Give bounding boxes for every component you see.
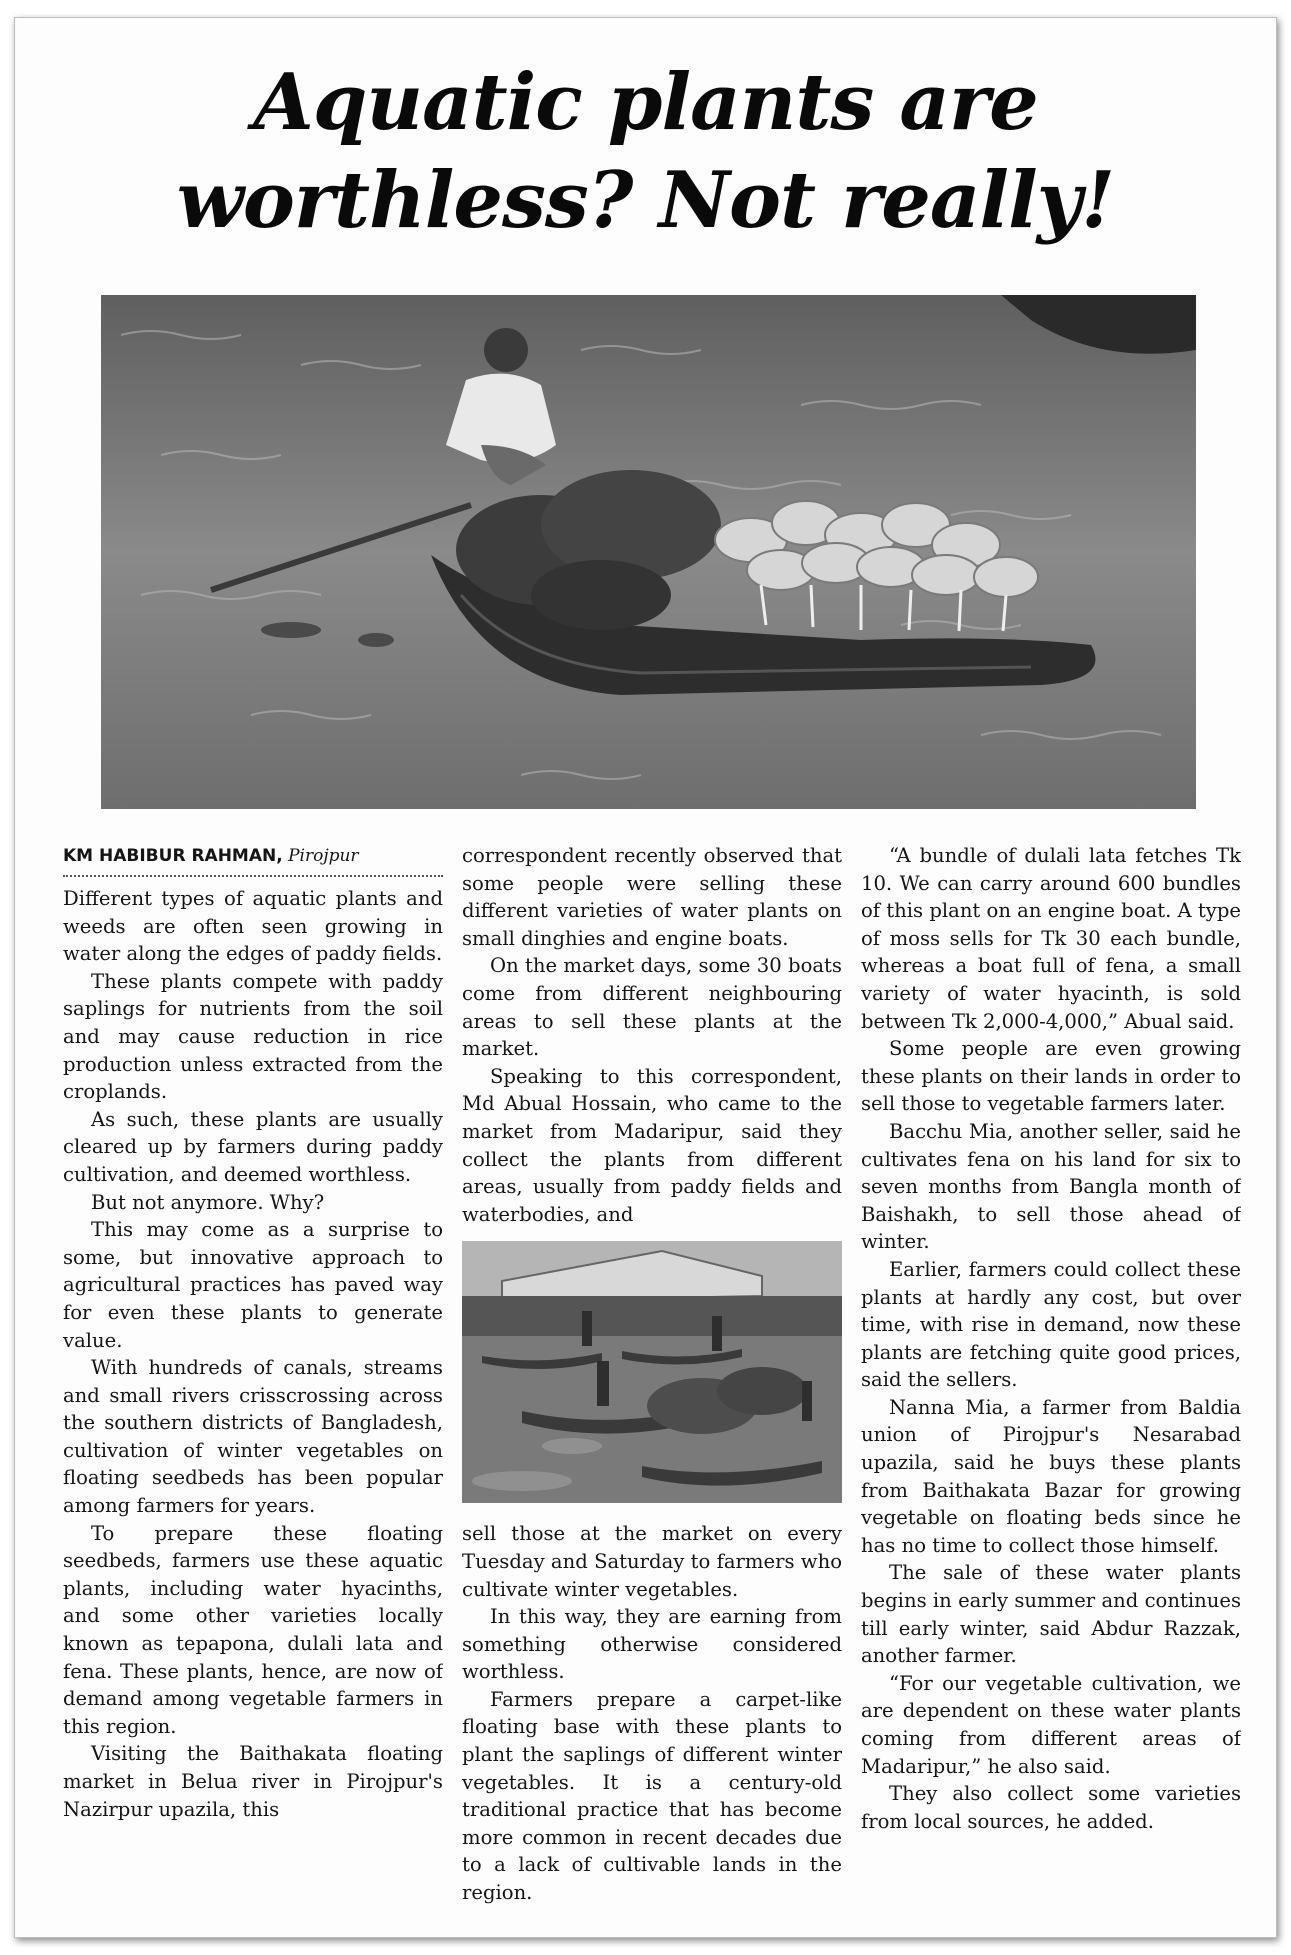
paragraph: Farmers prepare a carpet-like floating base with these plants to plant the saplings of different winter vegetables. It is a century-old traditional practice that has become more common in recent decades due to a lack of cultivable lands in the region.: [462, 1687, 842, 1905]
paragraph: They also collect some varieties from local sources, he added.: [861, 1782, 1241, 1833]
article-column-1: [63, 842, 443, 1922]
paragraph: Some people are even growing these plants on their lands in order to sell those to vegetable farmers later.: [861, 1037, 1241, 1116]
paragraph: Speaking to this correspondent, Md Abual Hossain, who came to the market from Madaripur, said they collect the plants from different areas, usually from paddy fields and waterbodies, and: [462, 1064, 842, 1226]
paragraph: Earlier, farmers could collect these plants at hardly any cost, but over time, with rise in demand, now these plants are fetching quite good prices, said the sellers.: [861, 1257, 1241, 1392]
headline-line-2: worthless? Not really!: [176, 155, 1115, 246]
byline-place: Pirojpur: [288, 846, 359, 866]
paragraph: These plants compete with paddy saplings for nutrients from the soil and may cause reduction in rice production unless extracted from the croplands.: [63, 969, 443, 1104]
paragraph: correspondent recently observed that some people were selling these different varieties of water plants on small dinghies and engine boats.: [462, 844, 842, 950]
paragraph: Visiting the Baithakata floating market in Belua river in Pirojpur's Nazirpur upazila, this: [63, 1742, 443, 1821]
main-photo-boat-with-aquatic-plants: [101, 295, 1196, 809]
paragraph: As such, these plants are usually cleared up by farmers during paddy cultivation, and deemed worthless.: [63, 1107, 443, 1186]
byline: [63, 842, 443, 877]
paragraph: “For our vegetable cultivation, we are dependent on these water plants coming from different areas of Madaripur,” he also said.: [861, 1671, 1241, 1778]
paragraph: To prepare these floating seedbeds, farmers use these aquatic plants, including water hyacinths, and some other varieties locally known as tepapona, dulali lata and fena. These plants, hence, are now of demand among vegetable farmers in this region.: [63, 1521, 443, 1738]
paragraph: Bacchu Mia, another seller, said he cultivates fena on his land for six to seven months from Bangla month of Baishakh, to sell those ahead of winter.: [861, 1119, 1241, 1254]
byline-author: KM HABIBUR RAHMAN,: [63, 846, 283, 866]
article-column-2: [462, 842, 842, 1922]
paragraph: Different types of aquatic plants and weeds are often seen growing in water along the edges of paddy fields.: [63, 887, 443, 966]
paragraph: The sale of these water plants begins in early summer and continues till early winter, said Abdur Razzak, another farmer.: [861, 1561, 1241, 1668]
article-column-3: [861, 842, 1241, 1922]
boat-photo-illustration: [101, 295, 1196, 809]
paragraph: In this way, they are earning from something otherwise considered worthless.: [462, 1605, 842, 1684]
market-photo-illustration: [462, 1241, 842, 1503]
paragraph: But not anymore. Why?: [91, 1190, 325, 1214]
floating-market-photo: [462, 1241, 842, 1503]
paragraph: “A bundle of dulali lata fetches Tk 10. We can carry around 600 bundles of this plant on an engine boat. A type of moss sells for Tk 30 each bundle, whereas a boat full of fena, a small variety of water hyacinth, is sold between Tk 2,000-4,000,” Abual said.: [861, 844, 1241, 1033]
paragraph: This may come as a surprise to some, but innovative approach to agricultural practices has paved way for even these plants to generate value.: [63, 1218, 443, 1352]
headline: [15, 54, 1276, 250]
paragraph: Nanna Mia, a farmer from Baldia union of Pirojpur's Nesarabad upazila, said he buys these plants from Baithakata Bazar for growing vegetable on floating beds since he has no time to collect those himself.: [861, 1395, 1241, 1557]
headline-line-1: Aquatic plants are: [253, 57, 1038, 148]
paragraph: sell those at the market on every Tuesday and Saturday to farmers who cultivate winter vegetables.: [462, 1522, 842, 1601]
newspaper-clipping: [14, 17, 1277, 1938]
paragraph: On the market days, some 30 boats come from different neighbouring areas to sell these plants at the market.: [462, 954, 842, 1061]
paragraph: With hundreds of canals, streams and small rivers crisscrossing across the southern districts of Bangladesh, cultivation of winter vegetables on floating seedbeds has been popular among farmers for years.: [63, 1356, 443, 1518]
